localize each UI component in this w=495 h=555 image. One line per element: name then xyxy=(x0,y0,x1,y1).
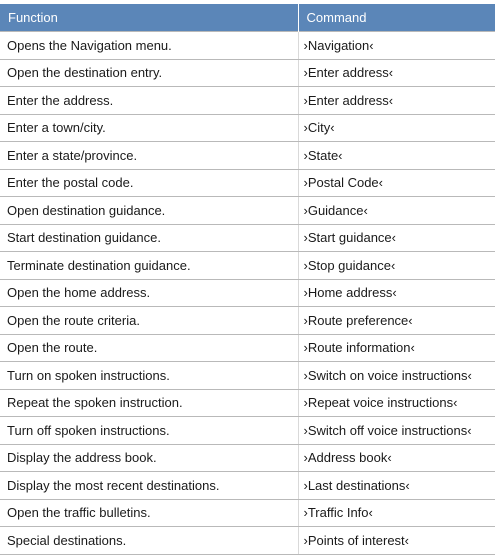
command-cell: ›Navigation‹ xyxy=(298,32,495,60)
command-cell: ›Last destinations‹ xyxy=(298,472,495,500)
header-function: Function xyxy=(0,4,298,32)
table-row xyxy=(0,499,495,527)
table-row xyxy=(0,307,495,335)
command-cell: ›Guidance‹ xyxy=(298,197,495,225)
table-row xyxy=(0,389,495,417)
header-command: Command xyxy=(298,4,495,32)
function-cell: Enter the postal code. xyxy=(0,169,298,197)
command-cell: ›Route information‹ xyxy=(298,334,495,362)
command-cell: ›Enter address‹ xyxy=(298,59,495,87)
command-cell: ›Home address‹ xyxy=(298,279,495,307)
table-row xyxy=(0,32,495,60)
command-cell: ›Start guidance‹ xyxy=(298,224,495,252)
function-cell: Turn on spoken instructions. xyxy=(0,362,298,390)
function-cell: Terminate destination guidance. xyxy=(0,252,298,280)
function-cell: Open the traffic bulletins. xyxy=(0,499,298,527)
table-row xyxy=(0,527,495,555)
command-cell: ›Switch off voice instructions‹ xyxy=(298,417,495,445)
command-cell: ›City‹ xyxy=(298,114,495,142)
table-row xyxy=(0,417,495,445)
function-cell: Start destination guidance. xyxy=(0,224,298,252)
table-row xyxy=(0,362,495,390)
table-row xyxy=(0,252,495,280)
function-cell: Display the address book. xyxy=(0,444,298,472)
table-row xyxy=(0,87,495,115)
command-cell: ›Enter address‹ xyxy=(298,87,495,115)
command-cell: ›State‹ xyxy=(298,142,495,170)
function-cell: Repeat the spoken instruction. xyxy=(0,389,298,417)
table-row xyxy=(0,279,495,307)
command-cell: ›Points of interest‹ xyxy=(298,527,495,555)
command-cell: ›Traffic Info‹ xyxy=(298,499,495,527)
table-row xyxy=(0,169,495,197)
command-cell: ›Switch on voice instructions‹ xyxy=(298,362,495,390)
command-cell: ›Route preference‹ xyxy=(298,307,495,335)
function-cell: Open the destination entry. xyxy=(0,59,298,87)
voice-command-table xyxy=(0,4,495,555)
header-row xyxy=(0,4,495,32)
function-cell: Enter the address. xyxy=(0,87,298,115)
table-row xyxy=(0,197,495,225)
command-cell: ›Address book‹ xyxy=(298,444,495,472)
function-cell: Open the route criteria. xyxy=(0,307,298,335)
table-row xyxy=(0,114,495,142)
command-cell: ›Stop guidance‹ xyxy=(298,252,495,280)
function-cell: Open destination guidance. xyxy=(0,197,298,225)
table-row xyxy=(0,334,495,362)
function-cell: Special destinations. xyxy=(0,527,298,555)
function-cell: Enter a town/city. xyxy=(0,114,298,142)
table-body xyxy=(0,32,495,555)
table-row xyxy=(0,224,495,252)
table-row xyxy=(0,472,495,500)
table-row xyxy=(0,59,495,87)
command-cell: ›Postal Code‹ xyxy=(298,169,495,197)
table-row xyxy=(0,444,495,472)
table-row xyxy=(0,142,495,170)
command-cell: ›Repeat voice instructions‹ xyxy=(298,389,495,417)
table-header xyxy=(0,4,495,32)
function-cell: Open the route. xyxy=(0,334,298,362)
function-cell: Turn off spoken instructions. xyxy=(0,417,298,445)
function-cell: Open the home address. xyxy=(0,279,298,307)
function-cell: Enter a state/province. xyxy=(0,142,298,170)
function-cell: Display the most recent destinations. xyxy=(0,472,298,500)
function-cell: Opens the Navigation menu. xyxy=(0,32,298,60)
